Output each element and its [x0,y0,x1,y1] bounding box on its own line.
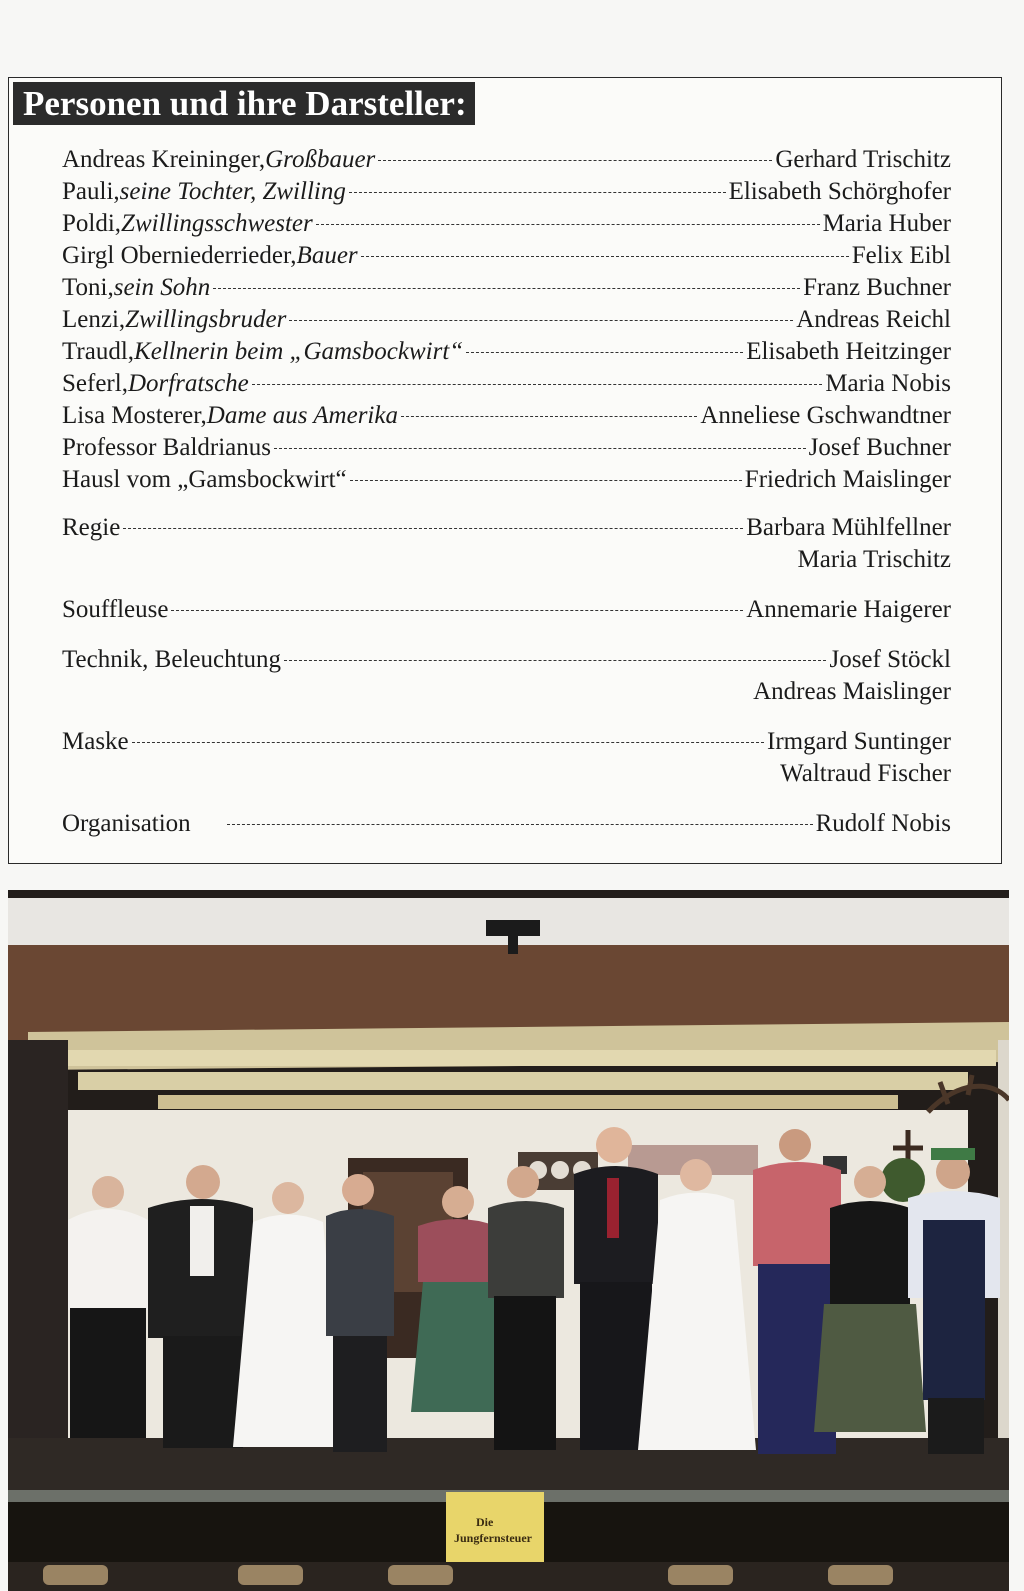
actor-name: Elisabeth Heitzinger [746,338,951,365]
crew-row-organisation [62,809,951,839]
character-role: sein Sohn [113,274,211,301]
dotted-leader [316,224,820,225]
dotted-leader [123,528,743,529]
actor-name: Anneliese Gschwandtner [700,402,951,429]
character-name: Seferl, [62,370,128,397]
crew-function: Technik, Beleuchtung [62,646,282,673]
dotted-leader [401,416,697,417]
cast-row [62,177,951,207]
dotted-leader [274,448,806,449]
performer [488,1166,564,1450]
cast-row [62,337,951,367]
actor-name: Franz Buchner [803,274,951,301]
character-role: Zwillingsschwester [121,210,313,237]
character-role: Zwillingsbruder [125,306,287,333]
dotted-leader [132,742,764,743]
character-name: Lenzi, [62,306,126,333]
character-name: Professor Baldrianus [62,434,271,461]
stage-photo [8,890,1009,1591]
cast-row [62,145,951,175]
crew-person: Josef Stöckl [829,646,951,673]
dotted-leader [466,352,743,353]
dotted-leader [350,480,742,481]
character-name: Andreas Kreininger, [62,146,266,173]
crew-person: Waltraud Fischer [780,760,951,787]
character-name: Girgl Oberniederrieder, [62,242,297,269]
cast-list-box [8,77,1002,864]
cast-row [62,273,951,303]
crew-row-regie-continued [62,545,951,575]
cast-row [62,209,951,239]
dotted-leader [361,256,849,257]
dotted-leader [284,660,826,661]
dotted-leader [213,288,800,289]
poster-title-line2: Jungfernsteuer [454,1531,532,1545]
actor-name: Felix Eibl [851,242,951,269]
actor-name: Elisabeth Schörghofer [728,178,951,205]
crew-row-technik [62,645,951,675]
crew-function: Regie [62,514,121,541]
character-name: Poldi, [62,210,122,237]
cast-row [62,305,951,335]
crew-function: Maske [62,728,129,755]
crew-person: Maria Trischitz [797,546,951,573]
cast-row [62,465,951,495]
character-role: Bauer [296,242,358,269]
crew-row-technik-continued [62,677,951,707]
dotted-leader [289,320,793,321]
crew-person: Annemarie Haigerer [746,596,951,623]
crew-row-maske [62,727,951,757]
character-name: Hausl vom „Gamsbockwirt“ [62,466,347,493]
dotted-leader [349,192,726,193]
character-role: seine Tochter, Zwilling [119,178,346,205]
character-role: Großbauer [265,146,376,173]
character-name: Pauli, [62,178,120,205]
character-role: Dame aus Amerika [206,402,398,429]
cast-row [62,241,951,271]
character-role: Kellnerin beim „Gamsbockwirt“ [134,338,464,365]
crew-row-maske-continued [62,759,951,789]
crew-function: Organisation [62,810,191,837]
character-name: Traudl, [62,338,135,365]
cast-row [62,433,951,463]
crew-person: Irmgard Suntinger [767,728,951,755]
actor-name: Josef Buchner [808,434,951,461]
stage-light [486,920,540,936]
dotted-leader [171,610,743,611]
character-name: Toni, [62,274,114,301]
actor-name: Maria Nobis [825,370,951,397]
character-role: Dorfratsche [127,370,249,397]
actor-name: Gerhard Trischitz [775,146,951,173]
stage-photo-illustration [8,890,1009,1591]
dotted-leader [227,824,813,825]
actor-name: Friedrich Maislinger [744,466,951,493]
performer [326,1174,394,1452]
crew-row-regie [62,513,951,543]
actor-name: Andreas Reichl [796,306,951,333]
poster-title-line1: Die [476,1515,494,1529]
cast-row [62,369,951,399]
actor-name: Maria Huber [822,210,951,237]
cast-row [62,401,951,431]
cast-heading: Personen und ihre Darsteller: [13,82,475,125]
crew-person: Andreas Maislinger [753,678,951,705]
dotted-leader [378,160,772,161]
crew-person: Rudolf Nobis [815,810,951,837]
crew-row-souffleuse [62,595,951,625]
character-name: Lisa Mosterer, [62,402,207,429]
performer [68,1176,148,1438]
dotted-leader [252,384,823,385]
crew-person: Barbara Mühlfellner [746,514,951,541]
crew-function: Souffleuse [62,596,169,623]
